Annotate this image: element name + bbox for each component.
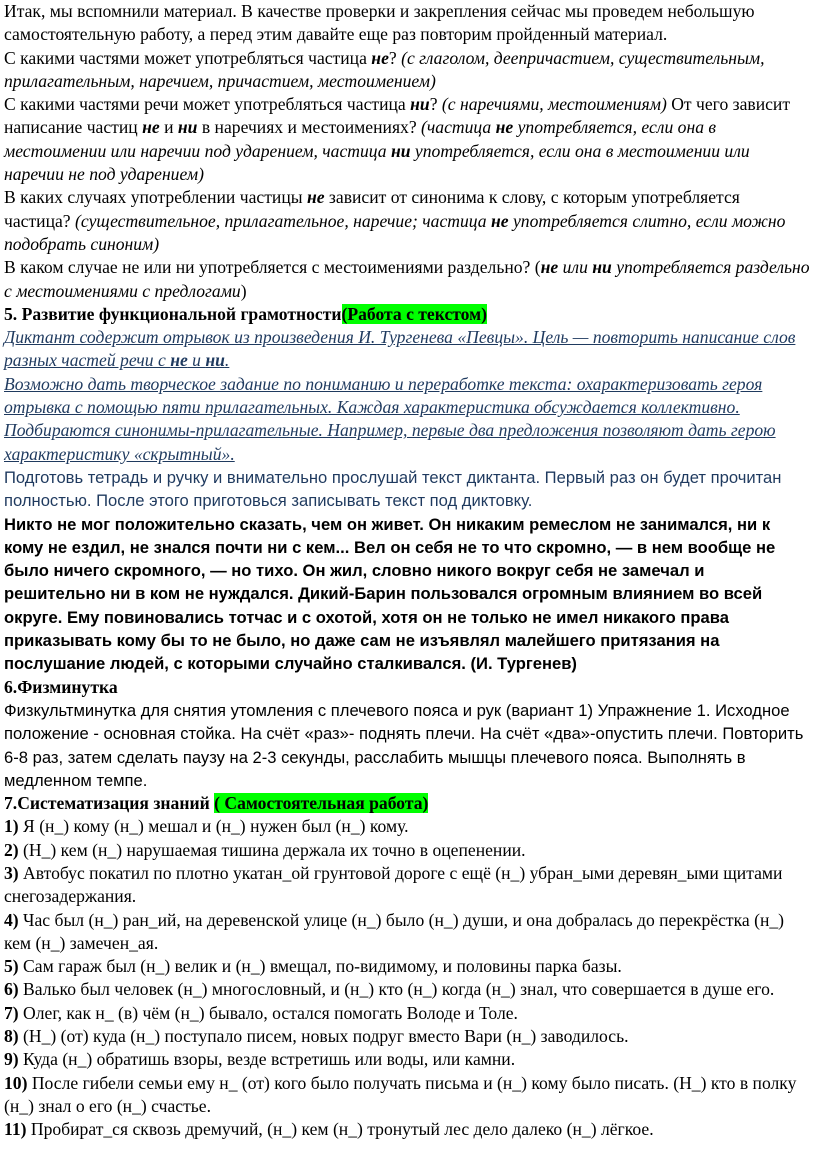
exercise-list [4, 815, 810, 1141]
dictation-text: Никто не мог положительно сказать, чем он живет. Он никаким ремеслом не занимался, ни к кому не ездил, не знался почти ни с кем... Вел он себя не то что скромно, — в нем вообще не было ничего скромного, — но тихо. Он жил, словно никого вокруг себя не замечал и решительно ни в ком не нуждался. Дикий-Барин пользовался огромным влиянием во всей округе. Ему повиновались тотчас и с охотой, хотя он не только не имел никакого права приказывать кому бы то не было, но даже сам не изъявлял малейшего притязания на послушание людей, с которыми случайно сталкивался. (И. Тургенев) [4, 514, 776, 674]
list-item: 2) (Н_) кем (н_) нарушаемая тишина держала их точно в оцепенении. [4, 839, 526, 860]
work-type-badge: (Работа с текстом) [341, 303, 487, 324]
teacher-note-creative-task: Возможно дать творческое задание по пониманию и переработке текста: охарактеризовать героя отрывка с помощью пяти прилагательных. Каждая характеристика обсуждается коллективно. Подбираются синонимы-прилагательные. Например, первые два предложения позволяют дать герою характеристику «скрытный». [4, 373, 776, 464]
section-7-heading: 7.Систематизация знаний ( Самостоятельная работа) [4, 793, 429, 814]
section-5-heading: 5. Развитие функциональной грамотности(Работа с текстом) [4, 303, 487, 324]
question-synonym: В каких случаях употреблении частицы не зависит от синонима к слову, с которым употребляется частица? (существительное, прилагательное, наречие; частица не употребляется слитно, если можно подобрать синоним) [4, 187, 786, 254]
list-item: 6) Валько был человек (н_) многословный, и (н_) кто (н_) когда (н_) знал, что совершается в душе его. [4, 979, 775, 1000]
section-6-heading: 6.Физминутка [4, 676, 118, 697]
list-item: 11) Пробират_ся сквозь дремучий, (н_) кем (н_) тронутый лес дело далеко (н_) лёгкое. [4, 1119, 654, 1140]
intro-paragraph: Итак, мы вспомнили материал. В качестве проверки и закрепления сейчас мы проведем небольшую самостоятельную работу, а перед этим давайте еще раз повторим пройденный материал. [4, 1, 755, 45]
question-ni-parts: С какими частями речи может употребляться частица ни? (с наречиями, местоимениям) От чего зависит написание частиц не и ни в наречиях и местоимениях? (частица не употребляется, если она в местоимении или наречии под ударением, частица ни употребляется, если она в местоимении или наречии не под ударением) [4, 94, 791, 185]
list-item: 7) Олег, как н_ (в) чём (н_) бывало, остался помогать Володе и Толе. [4, 1002, 518, 1023]
list-item: 1) Я (н_) кому (н_) мешал и (н_) нужен был (н_) кому. [4, 816, 409, 837]
list-item: 4) Час был (н_) ран_ий, на деревенской улице (н_) было (н_) души, и она добралась до перекрёстка (н_) кем (н_) замечен_ая. [4, 909, 785, 953]
list-item: 3) Автобус покатил по плотно укатан_ой грунтовой дороге с ещё (н_) убран_ыми деревян_ыми щитами снегозадержания. [4, 862, 783, 907]
list-item: 9) Куда (н_) обратишь взоры, везде встретишь или воды, или камни. [4, 1049, 516, 1070]
exercise-description: Физкультминутка для снятия утомления с плечевого пояса и рук (вариант 1) Упражнение 1. Исходное положение - основная стойка. На счёт «раз»- поднять плечи. На счёт «два»-опустить плечи. Повторить 6-8 раз, затем сделать паузу на 2-3 секунды, расслабить мышцы плечевого пояса. Выполнять в медленном темпе. [4, 700, 804, 790]
list-item: 10) После гибели семьи ему н_ (от) кого было получать письма и (н_) кому было писать. (Н_) кто в полку (н_) знал о его (н_) счастье. [4, 1072, 797, 1116]
question-ne-parts: С какими частями может употребляться частица не? (с глаголом, деепричастием, существительным, прилагательным, наречием, причастием, местоимением) [4, 47, 765, 91]
list-item: 5) Сам гараж был (н_) велик и (н_) вмещал, по-видимому, и половины парка базы. [4, 956, 622, 977]
student-instruction: Подготовь тетрадь и ручку и внимательно прослушай текст диктанта. Первый раз он будет прочитан полностью. После этого приготовься записывать текст под диктовку. [4, 467, 782, 511]
list-item: 8) (Н_) (от) куда (н_) поступало писем, новых подруг вместо Вари (н_) заводилось. [4, 1026, 629, 1047]
question-separate: В каком случае не или ни употребляется с местоимениями раздельно? (не или ни употребляется раздельно с местоимениями с предлогами) [4, 257, 810, 301]
teacher-note-dictation: Диктант содержит отрывок из произведения И. Тургенева «Певцы». Цель — повторить написание слов разных частей речи с не и ни. [4, 327, 796, 371]
work-type-badge: ( Самостоятельная работа) [214, 793, 429, 814]
